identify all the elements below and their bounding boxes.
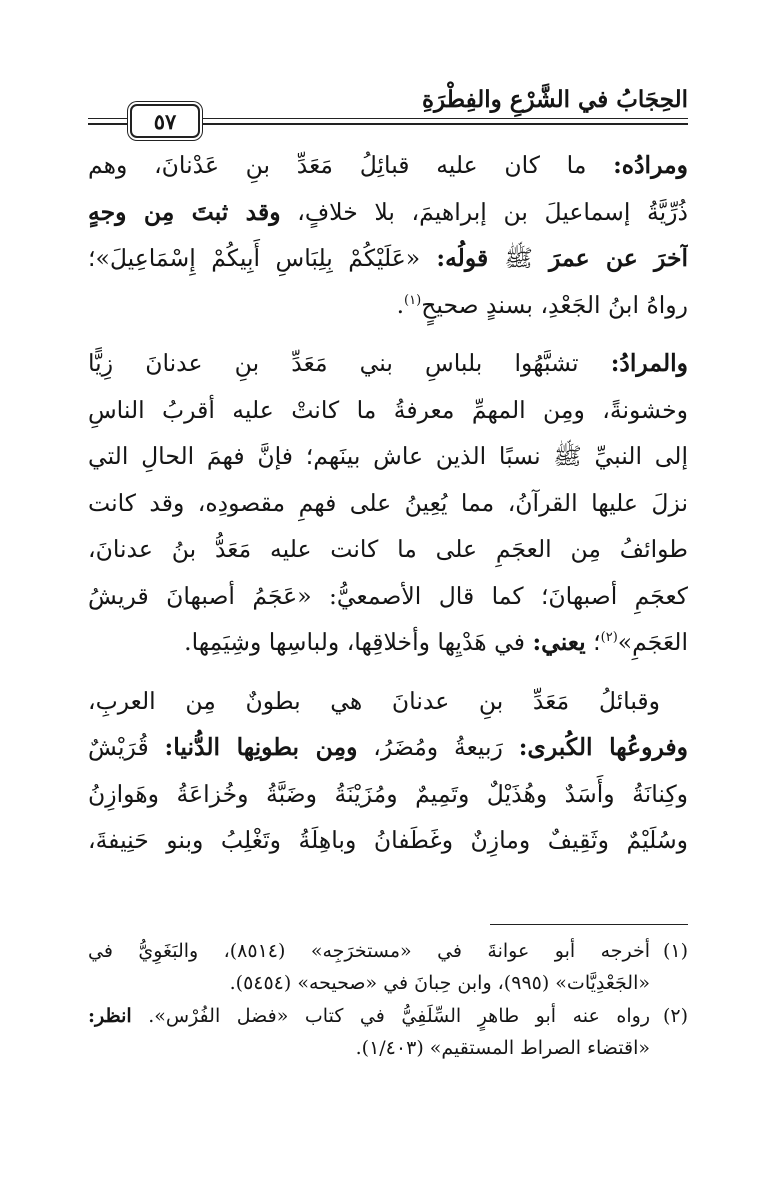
paragraph-gap [88,328,688,340]
bold-term: وفروعُها الكُبرى: [518,733,688,761]
text-line: إلى النبيِّ ﷺ نسبًا الذين عاش بينَهم؛ فإنَّ فهمَ الحالِ التي [88,442,688,470]
text-line: وقبائلُ مَعَدِّ بنِ عدنانَ هي بطونٌ مِن العربِ، [88,686,660,715]
text-run: رَبيعةُ ومُضَرُ، [357,733,519,761]
text-line [88,189,688,236]
text-run: قُرَيْشٌ [88,733,165,761]
text-line: وسُلَيْمٌ وثَقِيفٌ ومازِنٌ وغَطَفانُ وباهِلَةُ وتَغْلِبُ وبنو حَنِيفةَ، [88,826,688,854]
page-header [88,86,688,136]
header-rule [200,118,688,125]
text-line [88,282,688,329]
main-text [88,142,688,864]
honorific-symbol: ﷺ [504,244,533,272]
text-run: رواه عنه أبو طاهرٍ السِّلَفِيُّ في كتاب «فضل الفُرْس». [131,1005,650,1027]
text-line: وكِنانَةُ وأَسَدٌ وهُذَيْلٌ وتَمِيمٌ ومُزَيْنَةُ وضَبَّةُ وخُزاعَةُ وهَوازِنُ [88,779,688,808]
footnote-ref[interactable]: (١) [404,292,422,308]
footnote-line [88,1001,688,1033]
hadith-quote: «عَلَيْكُمْ بِلِبَاسِ أَبِيكُمْ إِسْمَاعِيلَ»؛ [88,244,421,272]
bold-term: ومرادُه: [613,151,688,179]
bold-term: قولُه: [420,244,505,272]
header-rule-left [88,118,128,125]
text-run: أخرجه أبو عوانةَ في «مستخرَجِه» (٨٥١٤)، والبَغَوِيُّ في [88,940,651,962]
bold-term: يعني: [532,628,586,656]
text-run: رواهُ ابنُ الجَعْدِ، بسندٍ صحيحٍ [421,290,688,319]
text-line [88,235,688,282]
footnote-number: (١) [662,940,688,962]
text-run: ما كان عليه قبائِلُ مَعَدِّ بنِ عَدْنانَ، وهم [88,151,614,179]
footnote-2 [88,1001,688,1064]
text-line [88,724,688,771]
footnote-separator [490,924,688,925]
text-run: . [396,290,405,319]
page-number: ٥٧ [130,104,200,138]
paragraph-3 [88,678,688,864]
text-line: وخشونةً، ومِن المهمِّ معرفةُ ما كانتْ عليه أقربُ الناسِ [88,395,688,424]
text-run: العَجَمِ» [617,628,688,656]
text-line: طوائفُ مِن العجَمِ على ما كانت عليه مَعَدُّ بنُ عدنانَ، [88,535,688,563]
text-line: نزلَ عليها القرآنُ، مما يُعِينُ على فهمِ مقصودِه، وقد كانت [88,488,688,517]
bold-term: آخرَ عن عمرَ [532,244,688,272]
footnote-line: «الجَعْدِيَّات» (٩٩٥)، وابن حِبانَ في «صحيحه» (٥٤٥٤). [229,971,650,994]
text-run: في هَدْيِها وأخلاقِها، ولباسِها وشِيَمِها. [184,628,533,656]
text-run: ذُرِّيَّةُ إسماعيلَ بن إبراهيمَ، بلا خلافٍ، [280,197,688,226]
text-line [88,619,688,666]
footnote-ref[interactable]: (٢) [600,630,618,645]
footnote-line [88,936,688,968]
footnote-1 [88,936,688,999]
footnotes [88,936,688,1064]
bold-term: والمرادُ: [610,349,688,377]
text-line [88,340,688,387]
text-run: ؛ [585,628,601,656]
text-run: تشبَّهُوا بلباسِ بني مَعَدِّ بنِ عدنانَ زِيًّا [88,349,611,377]
paragraph-gap [88,666,688,678]
paragraph-1 [88,142,688,328]
footnote-number: (٢) [662,1005,688,1027]
bold-term: ومِن بطونِها الدُّنيا: [164,733,358,761]
book-title: الحِجَابُ في الشَّرْعِ والفِطْرَةِ [421,86,688,113]
text-line [88,142,688,189]
text-line: كعجَمِ أصبهانَ؛ كما قال الأصمعيُّ: «عَجَمُ أصبهانَ قريشُ [88,581,688,610]
bold-term: وقد ثبتَ مِن وجهٍ [88,197,281,226]
bold-term: انظر: [88,1005,132,1027]
footnote-line: «اقتضاء الصراط المستقيم» (١/٤٠٣). [355,1036,650,1059]
paragraph-2 [88,340,688,666]
